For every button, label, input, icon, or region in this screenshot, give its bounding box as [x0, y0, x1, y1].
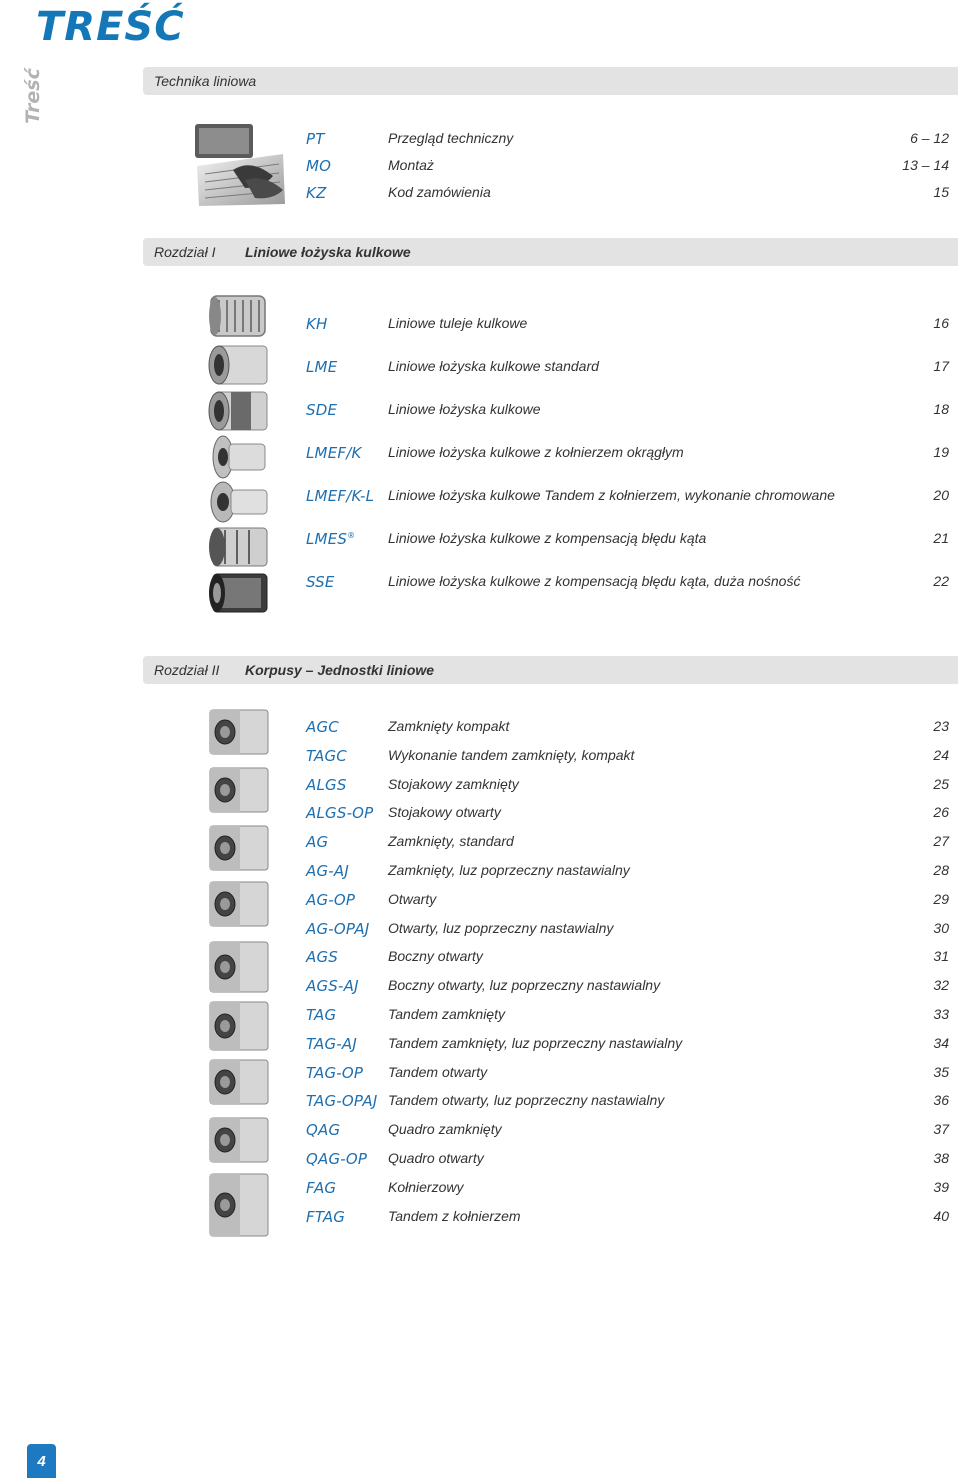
flange-bearing-icon [205, 434, 270, 480]
toc-page: 38 [933, 1150, 949, 1166]
toc-code: TAGC [306, 746, 347, 765]
toc-code: AGS-AJ [306, 977, 359, 996]
toc-desc: Quadro otwarty [388, 1150, 484, 1166]
toc-desc: Zamknięty, luz poprzeczny nastawialny [388, 862, 630, 878]
housing-thumbnail [206, 1114, 272, 1166]
toc-page: 28 [933, 862, 949, 878]
toc-page: 6 – 12 [910, 130, 949, 146]
toc-page: 30 [933, 919, 949, 936]
toc-desc: Otwarty [388, 890, 437, 907]
toc-code: AG-OP [306, 890, 356, 909]
toc-page: 15 [933, 184, 949, 200]
toc-desc: Boczny otwarty [388, 948, 483, 965]
toc-page: 19 [933, 444, 949, 460]
toc-desc: Przegląd techniczny [388, 130, 514, 146]
toc-desc: Tandem z kołnierzem [388, 1207, 521, 1224]
toc-desc: Tandem zamknięty [388, 1006, 505, 1022]
toc-row-kz[interactable] [306, 184, 949, 204]
toc-code: PT [306, 130, 325, 148]
housing-thumbnail [206, 822, 272, 874]
bearing-heavy-icon [205, 570, 270, 616]
toc-page: 13 – 14 [902, 157, 949, 173]
toc-row-tag-aj[interactable] [306, 1035, 949, 1055]
toc-desc: Liniowe łożyska kulkowe z kompensacją błędu kąta [388, 530, 707, 546]
toc-row-kh[interactable] [306, 315, 949, 335]
toc-desc: Wykonanie tandem zamknięty, kompakt [388, 746, 635, 763]
bearing-open-icon [205, 388, 270, 434]
side-label: Treść [22, 68, 45, 124]
toc-row-ftag[interactable] [306, 1208, 949, 1228]
toc-row-mo[interactable] [306, 157, 949, 177]
toc-code: AG [306, 833, 329, 852]
toc-page: 22 [933, 573, 949, 589]
toc-desc: Tandem zamknięty, luz poprzeczny nastawialny [388, 1034, 683, 1051]
toc-row-tag[interactable] [306, 1006, 949, 1026]
toc-code: KZ [306, 184, 327, 202]
toc-page: 21 [933, 530, 949, 546]
toc-desc: Stojakowy otwarty [388, 804, 501, 821]
toc-row-sse[interactable] [306, 573, 949, 593]
toc-row-fag[interactable] [306, 1179, 949, 1199]
registered-mark: ® [347, 531, 356, 540]
toc-code: LMEF/K [306, 444, 362, 462]
toc-page: 20 [933, 487, 949, 503]
toc-code: QAG-OP [306, 1150, 368, 1168]
toc-code: KH [306, 315, 328, 333]
toc-code: LMES® [306, 530, 356, 548]
toc-desc: Liniowe łożyska kulkowe [388, 401, 541, 417]
toc-desc: Liniowe łożyska kulkowe z kompensacją błędu kąta, duża nośność [388, 573, 801, 589]
toc-row-lmef-k[interactable] [306, 444, 949, 464]
toc-row-ag[interactable] [306, 833, 949, 853]
toc-code: LMEF/K-L [306, 487, 375, 505]
toc-page: 26 [933, 804, 949, 821]
housing-thumbnail [206, 706, 272, 758]
toc-desc: Tandem otwarty, luz poprzeczny nastawialny [388, 1092, 665, 1109]
toc-desc: Kod zamówienia [388, 184, 491, 200]
page-number: 4 [27, 1444, 56, 1478]
toc-code: TAG-OPAJ [306, 1092, 378, 1111]
toc-page: 24 [933, 746, 949, 763]
section-bar-rozdzial-1 [143, 238, 958, 266]
toc-desc: Zamknięty kompakt [388, 718, 510, 734]
toc-desc: Otwarty, luz poprzeczny nastawialny [388, 919, 614, 936]
toc-row-lmef-k-l[interactable] [306, 487, 949, 507]
toc-row-ags[interactable] [306, 948, 949, 968]
toc-page: 25 [933, 775, 949, 792]
toc-code: SDE [306, 401, 338, 419]
page-title: TREŚĆ [36, 4, 185, 50]
toc-code: TAG-OP [306, 1063, 364, 1082]
section-title: Liniowe łożyska kulkowe [245, 244, 411, 260]
toc-row-lmes[interactable] [306, 530, 949, 550]
toc-code: SSE [306, 573, 335, 591]
toc-code: TAG-AJ [306, 1034, 357, 1053]
toc-row-agc[interactable] [306, 718, 949, 738]
toc-row-qag[interactable] [306, 1121, 949, 1141]
section-bar-technika [143, 67, 958, 95]
toc-code: AG-AJ [306, 862, 349, 880]
toc-row-tagc[interactable] [306, 747, 949, 767]
toc-desc: Zamknięty, standard [388, 833, 514, 850]
section-label: Rozdział II [154, 662, 220, 678]
toc-desc: Montaż [388, 157, 434, 173]
toc-desc: Stojakowy zamknięty [388, 775, 519, 792]
toc-row-ags-aj[interactable] [306, 977, 949, 997]
toc-page: 37 [933, 1121, 949, 1138]
toc-code: ALGS [306, 775, 347, 794]
section-label: Technika liniowa [154, 73, 257, 89]
toc-desc: Tandem otwarty [388, 1063, 488, 1080]
toc-row-tag-op[interactable] [306, 1064, 949, 1084]
toc-row-tag-opaj[interactable] [306, 1092, 949, 1112]
toc-page: 35 [933, 1063, 949, 1080]
toc-page: 33 [933, 1006, 949, 1022]
toc-row-qag-op[interactable] [306, 1150, 949, 1170]
toc-code: FTAG [306, 1207, 346, 1226]
housing-thumbnail [206, 764, 272, 816]
toc-page: 31 [933, 948, 949, 965]
toc-desc: Liniowe łożyska kulkowe standard [388, 358, 599, 374]
toc-code: TAG [306, 1006, 337, 1024]
toc-desc: Liniowe tuleje kulkowe [388, 315, 528, 331]
toc-code: LME [306, 358, 338, 376]
toc-row-algs-op[interactable] [306, 804, 949, 824]
toc-code: MO [306, 157, 332, 175]
toc-code: ALGS-OP [306, 804, 374, 823]
toc-desc: Liniowe łożyska kulkowe Tandem z kołnierzem, wykonanie chromowane [388, 487, 835, 503]
section-title: Korpusy – Jednostki liniowe [245, 662, 435, 678]
toc-desc: Liniowe łożyska kulkowe z kołnierzem okrągłym [388, 444, 684, 460]
toc-page: 29 [933, 890, 949, 907]
toc-code: AGS [306, 948, 339, 967]
toc-row-ag-opaj[interactable] [306, 920, 949, 940]
toc-row-pt[interactable] [306, 130, 949, 150]
toc-page: 34 [933, 1034, 949, 1051]
toc-desc: Quadro zamknięty [388, 1121, 502, 1138]
toc-page: 39 [933, 1178, 949, 1195]
toc-code: AG-OPAJ [306, 919, 370, 938]
bearing-icon [205, 342, 270, 388]
housing-thumbnail [206, 1170, 272, 1240]
toc-page: 16 [933, 315, 949, 331]
toc-code: FAG [306, 1178, 337, 1197]
toc-row-lme[interactable] [306, 358, 949, 378]
toc-row-ag-aj[interactable] [306, 862, 949, 882]
housing-thumbnail [206, 878, 272, 930]
housing-thumbnail [206, 1056, 272, 1108]
toc-code: AGC [306, 718, 339, 736]
toc-row-sde[interactable] [306, 401, 949, 421]
keyboard-photo [193, 118, 287, 208]
bearing-compensation-icon [205, 524, 270, 570]
toc-code: QAG [306, 1121, 341, 1140]
section-label: Rozdział I [154, 244, 216, 260]
housing-thumbnail [206, 998, 272, 1054]
toc-page: 27 [933, 833, 949, 850]
section-bar-rozdzial-2 [143, 656, 958, 684]
toc-page: 23 [933, 718, 949, 734]
toc-row-ag-op[interactable] [306, 891, 949, 911]
toc-page: 18 [933, 401, 949, 417]
tandem-flange-icon [205, 480, 270, 524]
toc-page: 32 [933, 977, 949, 994]
bushing-icon [205, 290, 270, 342]
toc-page: 40 [933, 1207, 949, 1224]
toc-desc: Boczny otwarty, luz poprzeczny nastawialny [388, 977, 661, 994]
housing-thumbnail [206, 938, 272, 996]
toc-page: 36 [933, 1092, 949, 1109]
toc-page: 17 [933, 358, 949, 374]
toc-desc: Kołnierzowy [388, 1178, 464, 1195]
toc-row-algs[interactable] [306, 776, 949, 796]
